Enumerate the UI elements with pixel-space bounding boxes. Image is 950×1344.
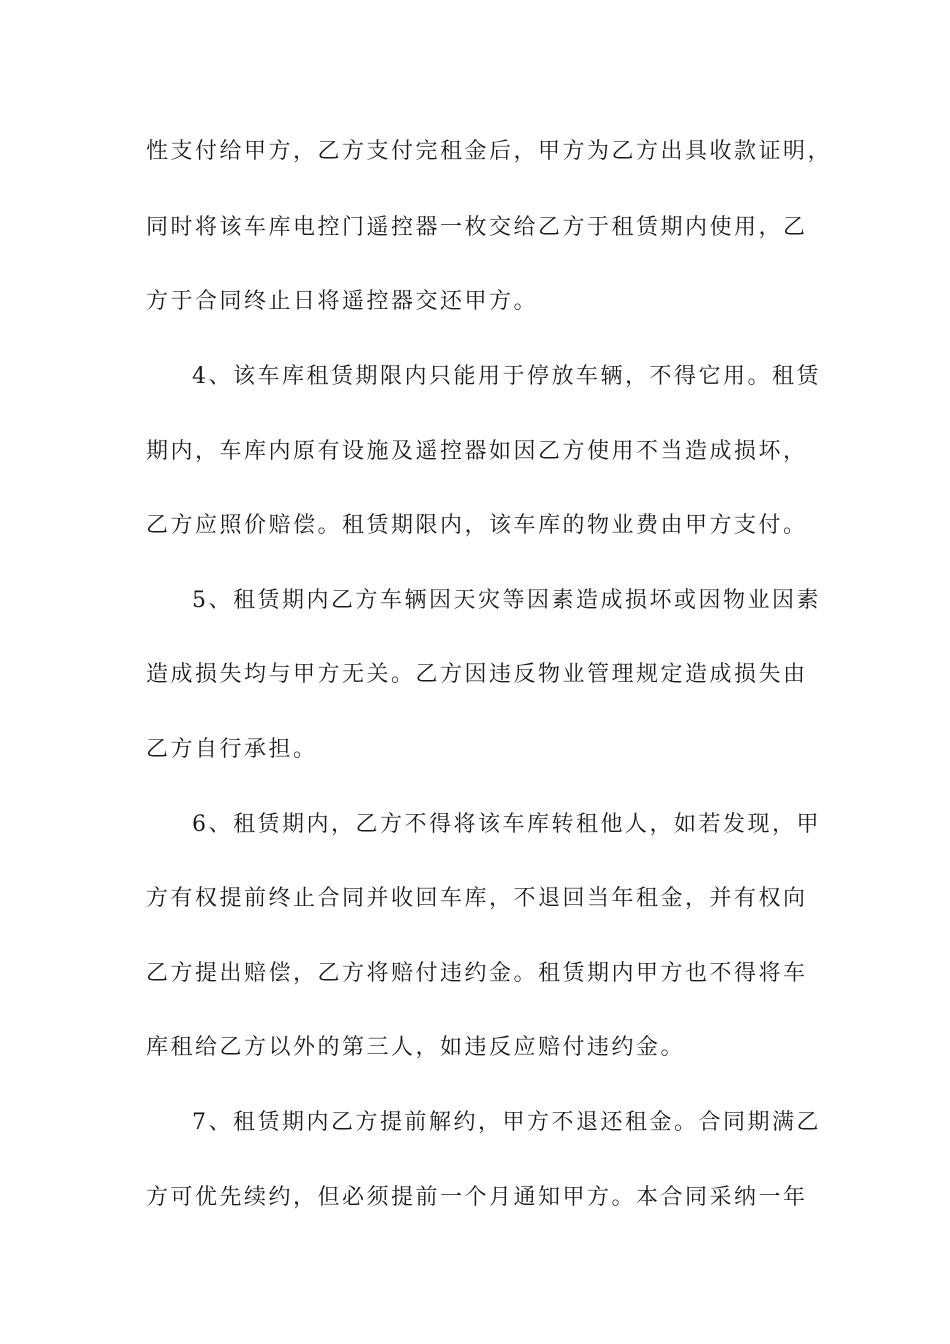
text-line: 方于合同终止日将遥控器交还甲方。 — [146, 289, 539, 314]
paragraph-6-start: 6、租赁期内，乙方不得将该车库转租他人，如若发现，甲 — [192, 812, 821, 837]
paragraph-5-start: 5、租赁期内乙方车辆因天灾等因素造成损坏或因物业因素 — [192, 588, 821, 613]
paragraph-4-start: 4、该车库租赁期限内只能用于停放车辆，不得它用。租赁 — [192, 364, 821, 389]
text-line: 同时将该车库电控门遥控器一枚交给乙方于租赁期内使用，乙 — [146, 215, 808, 240]
text-line: 造成损失均与甲方无关。乙方因违反物业管理规定造成损失由 — [146, 662, 808, 687]
text-line: 乙方自行承担。 — [146, 737, 318, 762]
text-line: 方有权提前终止合同并收回车库，不退回当年租金，并有权向 — [146, 886, 808, 911]
text-line: 性支付给甲方，乙方支付完租金后，甲方为乙方出具收款证明， — [146, 139, 833, 164]
text-line: 方可优先续约，但必须提前一个月通知甲方。本合同采纳一年 — [146, 1185, 808, 1210]
paragraph-7-start: 7、租赁期内乙方提前解约，甲方不退还租金。合同期满乙 — [192, 1110, 821, 1135]
text-line: 期内，车库内原有设施及遥控器如因乙方使用不当造成损坏， — [146, 439, 808, 464]
text-line: 乙方应照价赔偿。租赁期限内，该车库的物业费由甲方支付。 — [146, 513, 808, 538]
text-line: 库租给乙方以外的第三人，如违反应赔付违约金。 — [146, 1035, 686, 1060]
text-line: 乙方提出赔偿，乙方将赔付违约金。租赁期内甲方也不得将车 — [146, 961, 808, 986]
